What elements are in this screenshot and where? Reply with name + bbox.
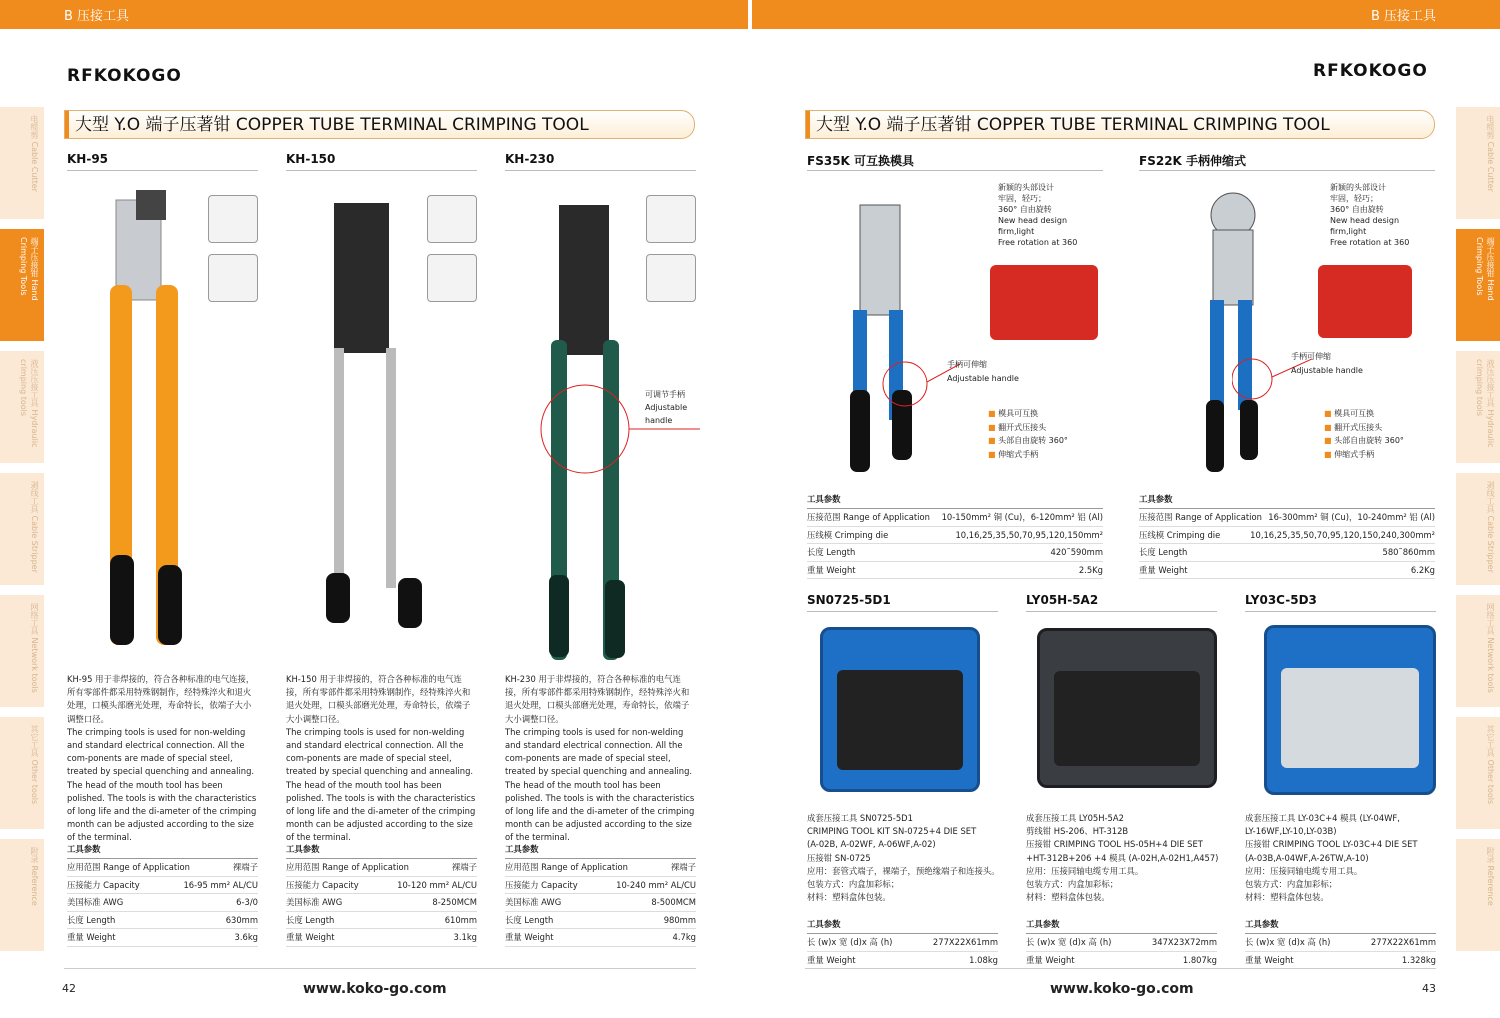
desc-kh230	[505, 673, 696, 845]
spec-row	[505, 894, 696, 912]
tab-cn: 附录	[30, 847, 39, 863]
spec-key: 压接能力 Capacity	[67, 879, 140, 890]
spec-key: 应用范围 Range of Application	[67, 862, 190, 872]
spec-row	[1139, 562, 1435, 580]
spec-key: 应用范围 Range of Application	[505, 862, 628, 872]
spec-val: 10,16,25,35,50,70,95,120,150,240,300mm²	[1250, 529, 1435, 540]
spec-key: 重量 Weight	[807, 564, 856, 575]
tab-hydraulic-left[interactable]	[0, 351, 44, 463]
tab-en: Hand Crimping Tools	[1475, 237, 1495, 301]
spec-val: 裸端子	[232, 862, 258, 872]
tab-cn: 电缆剪	[1486, 115, 1495, 139]
tab-cn: 剥线工具	[1486, 481, 1495, 513]
tool-image-kh150	[320, 198, 430, 633]
spec-row	[286, 894, 477, 912]
spec-key: 美国标准 AWG	[505, 897, 562, 907]
tab-cn: 液压压接工具	[30, 359, 39, 407]
desc-kh150	[286, 673, 477, 845]
kit-desc-sn0725: 成套压接工具 SN0725-5D1 CRIMPING TOOL KIT SN-0725+4 DIE SET (A-02B, A-02WF, A-06WF,A-02) 压接钳 SN-0725 应用：套管式端子，裸端子，预绝缘端子和连接头。 包装方式：内盒加彩标； 材料：塑料盒体包装。	[807, 813, 1000, 903]
terminal-thumb	[427, 195, 477, 243]
tab-reference-left[interactable]	[0, 839, 44, 951]
tab-cn: 网络工具	[30, 603, 39, 635]
spec-val: 4.7kg	[672, 932, 696, 942]
spec-val: 1.328kg	[1401, 954, 1436, 965]
spec-val: 347X23X72mm	[1151, 937, 1217, 947]
spec-key: 重量 Weight	[1139, 564, 1188, 575]
spec-key: 重量 Weight	[1026, 954, 1075, 965]
spec-key: 长 (w)x 宽 (d)x 高 (h)	[807, 937, 893, 947]
tab-cn: 液压压接工具	[1486, 359, 1495, 407]
spec-header: 工具参数	[286, 842, 477, 859]
spec-key: 重量 Weight	[1245, 954, 1294, 965]
spec-val: 980mm	[663, 914, 696, 925]
spec-header: 工具参数	[807, 492, 1103, 509]
spec-row	[67, 929, 258, 947]
feature-item: ■ 翻开式压接头	[1324, 423, 1382, 432]
tab-cn: 附录	[1486, 847, 1495, 863]
head-note-fs35k: 新颖的头部设计 牢固，轻巧； 360° 自由旋转 New head design firm,light Free rotation at 360	[998, 183, 1078, 247]
tab-cn: 电缆剪	[30, 115, 39, 139]
spec-table-ly03c	[1245, 917, 1436, 969]
tab-en: Hydraulic crimping tools	[19, 359, 39, 448]
model-ly03c: LY03C-5D3	[1245, 593, 1317, 607]
website-url-right[interactable]: www.koko-go.com	[1050, 981, 1194, 997]
spec-val: 10-240 mm² AL/CU	[616, 879, 696, 890]
tab-other-left[interactable]	[0, 717, 44, 829]
spec-row	[1245, 952, 1436, 970]
spec-row	[505, 912, 696, 930]
spec-val: 277X22X61mm	[1370, 937, 1436, 947]
tab-en: Cable Stripper	[30, 515, 39, 573]
spec-val: 610mm	[444, 914, 477, 925]
spec-key: 长 (w)x 宽 (d)x 高 (h)	[1026, 937, 1112, 947]
spec-row	[505, 859, 696, 877]
tab-reference-right[interactable]	[1456, 839, 1500, 951]
spec-val: 6.2Kg	[1410, 564, 1435, 575]
spec-table-ly05h	[1026, 917, 1217, 969]
spec-val: 8-250MCM	[432, 897, 477, 907]
tab-cn: 端子压接钳	[30, 237, 39, 277]
title-banner-left: 大型 Y.O 端子压著钳 COPPER TUBE TERMINAL CRIMPING TOOL	[64, 110, 695, 139]
feature-item: ■ 头部自由旋转 360°	[1324, 436, 1404, 445]
spec-table-fs35k	[807, 492, 1103, 579]
red-case-image-fs22k	[1318, 265, 1412, 338]
tab-en: Other tools	[1486, 759, 1495, 805]
model-kh150: KH-150	[286, 152, 336, 166]
spec-key: 长度 Length	[807, 547, 856, 557]
spec-val: 10,16,25,35,50,70,95,120,150mm²	[955, 529, 1103, 540]
model-ly05h: LY05H-5A2	[1026, 593, 1099, 607]
spec-val: 2.5Kg	[1078, 564, 1103, 575]
tab-cable-cutter-right[interactable]	[1456, 107, 1500, 219]
spec-val: 6-3/0	[236, 897, 258, 907]
spec-key: 长度 Length	[67, 914, 116, 925]
tab-cable-cutter-left[interactable]	[0, 107, 44, 219]
spec-val: 277X22X61mm	[932, 937, 998, 947]
spec-key: 压线模 Crimping die	[1139, 529, 1221, 540]
tool-image-fs22k	[1198, 190, 1278, 475]
tab-network-right[interactable]	[1456, 595, 1500, 707]
spec-key: 压接能力 Capacity	[286, 879, 359, 890]
terminal-thumb	[646, 254, 696, 302]
brand-logo-left: RFKOKOGO	[67, 66, 182, 86]
model-fs22k: FS22K 手柄伸缩式	[1139, 154, 1247, 168]
tool-image-fs35k	[845, 200, 925, 475]
spec-row	[1139, 509, 1435, 527]
spec-val: 8-500MCM	[651, 897, 696, 907]
spec-key: 压接范围 Range of Application	[807, 512, 930, 522]
desc-en: The crimping tools is used for non-welding and standard electrical connection. All the com-ponents are made of special steel, treated by special quenching and annealing. The head of the mouth tool has been polished. The tools is with the characteristics of long life and the di-ameter of the crimping month can be adjusted according to the size of the terminal.	[505, 726, 695, 843]
model-sn0725: SN0725-5D1	[807, 593, 891, 607]
desc-en: The crimping tools is used for non-welding and standard electrical connection. All the com-ponents are made of special steel, treated by special quenching and annealing. The head of the mouth tool has been polished. The tools is with the characteristics of long life and the di-ameter of the crimping month can be adjusted according to the size of the terminal.	[286, 726, 476, 843]
tab-cn: 剥线工具	[30, 481, 39, 513]
header-bar-left	[0, 0, 748, 29]
spec-val: 1.807kg	[1182, 954, 1217, 965]
spec-row	[807, 509, 1103, 527]
spec-val: 16-95 mm² AL/CU	[183, 879, 258, 890]
spec-row	[1026, 934, 1217, 952]
spec-key: 重量 Weight	[286, 932, 335, 942]
tab-en: Cable Cutter	[1486, 141, 1495, 192]
kit-desc-ly05h: 成套压接工具 LY05H-5A2 剪线钳 HS-206、HT-312B 压接钳 CRIMPING TOOL HS-05H+4 DIE SET +HT-312B+206 +4 模具 (A-02H,A-02H1,A457) 应用：压接同轴电缆专用工具。 包装方式：内盒加彩标； 材料：塑料盒体包装。	[1026, 813, 1219, 903]
spec-header: 工具参数	[505, 842, 696, 859]
tab-cn: 其它工具	[1486, 725, 1495, 757]
tab-hand-crimping-left[interactable]	[0, 229, 44, 341]
desc-cn: KH-95 用于非焊接的，符合各种标准的电气连接，所有零部件都采用特殊钢制作，经特殊淬火和退火处理，口模头部磨光处理，寿命特长，依端子大小调整口径。	[67, 674, 255, 724]
spec-header: 工具参数	[1139, 492, 1435, 509]
model-kh230: KH-230	[505, 152, 555, 166]
feature-list-fs22k	[1324, 407, 1404, 461]
desc-cn: KH-230 用于非焊接的，符合各种标准的电气连接，所有零部件都采用特殊钢制作，经特殊淬火和退火处理，口模头部磨光处理，寿命特长，依端子大小调整口径。	[505, 674, 690, 724]
spec-val: 1.08kg	[969, 954, 998, 965]
tab-en: Hand Crimping Tools	[19, 237, 39, 301]
spec-val: 10-120 mm² AL/CU	[397, 879, 477, 890]
spec-val: 580˜860mm	[1382, 547, 1435, 557]
title-banner-right: 大型 Y.O 端子压著钳 COPPER TUBE TERMINAL CRIMPING TOOL	[805, 110, 1435, 139]
spec-key: 重量 Weight	[505, 932, 554, 942]
spec-table-kh230	[505, 842, 696, 947]
spec-row	[67, 912, 258, 930]
footer-divider-left	[64, 968, 696, 969]
handle-note-fs22k: 手柄可伸缩 Adjustable handle	[1291, 352, 1363, 375]
desc-cn: KH-150 用于非焊接的，符合各种标准的电气连接，所有零部件都采用特殊钢制作，经特殊淬火和退火处理，口模头部磨光处理，寿命特长，依端子大小调整口径。	[286, 674, 471, 724]
spec-val: 420˜590mm	[1050, 547, 1103, 557]
handle-note-fs35k: 手柄可伸缩 Adjustable handle	[947, 360, 1019, 383]
spec-header: 工具参数	[1245, 917, 1436, 934]
desc-en: The crimping tools is used for non-welding and standard electrical connection. All the com-ponents are made of special steel, treated by special quenching and annealing. The head of the mouth tool has been polished. The tools is with the characteristics of long life and the di-ameter of the crimping month can be adjusted according to the size of the terminal.	[67, 726, 257, 843]
tab-other-right[interactable]	[1456, 717, 1500, 829]
spec-row	[505, 929, 696, 947]
spec-row	[67, 894, 258, 912]
feature-item: ■ 模具可互换	[1324, 409, 1374, 418]
kit-case-image-ly05h	[1037, 628, 1217, 788]
spec-key: 美国标准 AWG	[67, 897, 124, 907]
tab-en: Cable Stripper	[1486, 515, 1495, 573]
model-kh95: KH-95	[67, 152, 109, 166]
spec-val: 16-300mm² 铜 (Cu)，10-240mm² 铝 (Al)	[1268, 512, 1435, 522]
tab-en: Reference	[1486, 865, 1495, 906]
tab-en: Network tools	[30, 637, 39, 693]
spec-header: 工具参数	[807, 917, 998, 934]
spec-key: 长度 Length	[505, 914, 554, 925]
spec-header: 工具参数	[1026, 917, 1217, 934]
spec-key: 长度 Length	[1139, 547, 1188, 557]
spec-header: 工具参数	[67, 842, 258, 859]
spec-key: 长 (w)x 宽 (d)x 高 (h)	[1245, 937, 1331, 947]
tab-en: Other tools	[30, 759, 39, 805]
tab-en: Network tools	[1486, 637, 1495, 693]
head-note-fs22k: 新颖的头部设计 牢固，轻巧； 360° 自由旋转 New head design firm,light Free rotation at 360	[1330, 183, 1410, 247]
spec-key: 应用范围 Range of Application	[286, 862, 409, 872]
spec-row	[1245, 934, 1436, 952]
feature-item: ■ 伸缩式手柄	[1324, 450, 1374, 459]
desc-kh95	[67, 673, 258, 845]
red-case-image-fs35k	[990, 265, 1098, 340]
tab-stripper-right[interactable]	[1456, 473, 1500, 585]
website-url-left[interactable]: www.koko-go.com	[303, 981, 447, 997]
header-bar-right	[752, 0, 1500, 29]
terminal-thumb	[208, 254, 258, 302]
spec-key: 重量 Weight	[807, 954, 856, 965]
spec-key: 压接范围 Range of Application	[1139, 512, 1262, 522]
tab-hand-crimping-right[interactable]	[1456, 229, 1500, 341]
brand-logo-right: RFKOKOGO	[1313, 61, 1428, 81]
tab-hydraulic-right[interactable]	[1456, 351, 1500, 463]
spec-row	[286, 929, 477, 947]
spec-row	[1139, 544, 1435, 562]
page-number-left: 42	[62, 982, 76, 995]
tab-en: Cable Cutter	[30, 141, 39, 192]
tab-cn: 网络工具	[1486, 603, 1495, 635]
spec-table-fs22k	[1139, 492, 1435, 579]
kit-case-image-ly03c	[1264, 625, 1436, 795]
spec-key: 压接能力 Capacity	[505, 879, 578, 890]
spec-val: 10-150mm² 铜 (Cu)，6-120mm² 铝 (Al)	[941, 512, 1103, 522]
spec-row	[807, 544, 1103, 562]
spec-table-kh150	[286, 842, 477, 947]
spec-val: 630mm	[225, 914, 258, 925]
spec-table-kh95	[67, 842, 258, 947]
spec-row	[807, 952, 998, 970]
terminal-thumb	[427, 254, 477, 302]
tab-stripper-left[interactable]	[0, 473, 44, 585]
spec-row	[1139, 527, 1435, 545]
spec-row	[807, 562, 1103, 580]
terminal-thumb	[646, 195, 696, 243]
spec-key: 美国标准 AWG	[286, 897, 343, 907]
spec-table-sn0725	[807, 917, 998, 969]
feature-list-fs35k	[988, 407, 1068, 461]
spec-row	[67, 877, 258, 895]
spec-key: 重量 Weight	[67, 932, 116, 942]
spec-row	[67, 859, 258, 877]
adjustable-handle-note-left: 可调节手柄 Adjustable handle	[645, 390, 688, 425]
section-label-right: B 压接工具	[1370, 9, 1436, 24]
tab-en: Reference	[30, 865, 39, 906]
spec-row	[807, 934, 998, 952]
spec-val: 3.1kg	[453, 932, 477, 942]
spec-val: 裸端子	[451, 862, 477, 872]
feature-item: ■ 伸缩式手柄	[988, 450, 1038, 459]
terminal-thumb	[208, 195, 258, 243]
spec-row	[286, 859, 477, 877]
tool-image-kh95	[100, 190, 200, 660]
spec-row	[505, 877, 696, 895]
model-fs35k: FS35K 可互换模具	[807, 154, 915, 168]
spec-val: 裸端子	[670, 862, 696, 872]
tab-network-left[interactable]	[0, 595, 44, 707]
footer-divider-right	[805, 968, 1436, 969]
page-number-right: 43	[1422, 982, 1436, 995]
section-label-left: B 压接工具	[64, 9, 130, 24]
tab-en: Hydraulic crimping tools	[1475, 359, 1495, 448]
tab-cn: 其它工具	[30, 725, 39, 757]
kit-case-image-sn0725	[820, 627, 980, 792]
feature-item: ■ 头部自由旋转 360°	[988, 436, 1068, 445]
spec-row	[1026, 952, 1217, 970]
spec-row	[807, 527, 1103, 545]
spec-row	[286, 912, 477, 930]
feature-item: ■ 翻开式压接头	[988, 423, 1046, 432]
spec-key: 压线模 Crimping die	[807, 529, 889, 540]
feature-item: ■ 模具可互换	[988, 409, 1038, 418]
tab-cn: 端子压接钳	[1486, 237, 1495, 277]
spec-key: 长度 Length	[286, 914, 335, 925]
spec-row	[286, 877, 477, 895]
kit-desc-ly03c: 成套压接工具 LY-03C+4 模具 (LY-04WF, LY-16WF,LY-10,LY-03B) 压接钳 CRIMPING TOOL LY-03C+4 DIE SET (A-03B,A-04WF,A-26TW,A-10) 应用：压接同轴电缆专用工具。 包装方式：内盒加彩标； 材料：塑料盒体包装。	[1245, 813, 1418, 903]
spec-val: 3.6kg	[234, 932, 258, 942]
